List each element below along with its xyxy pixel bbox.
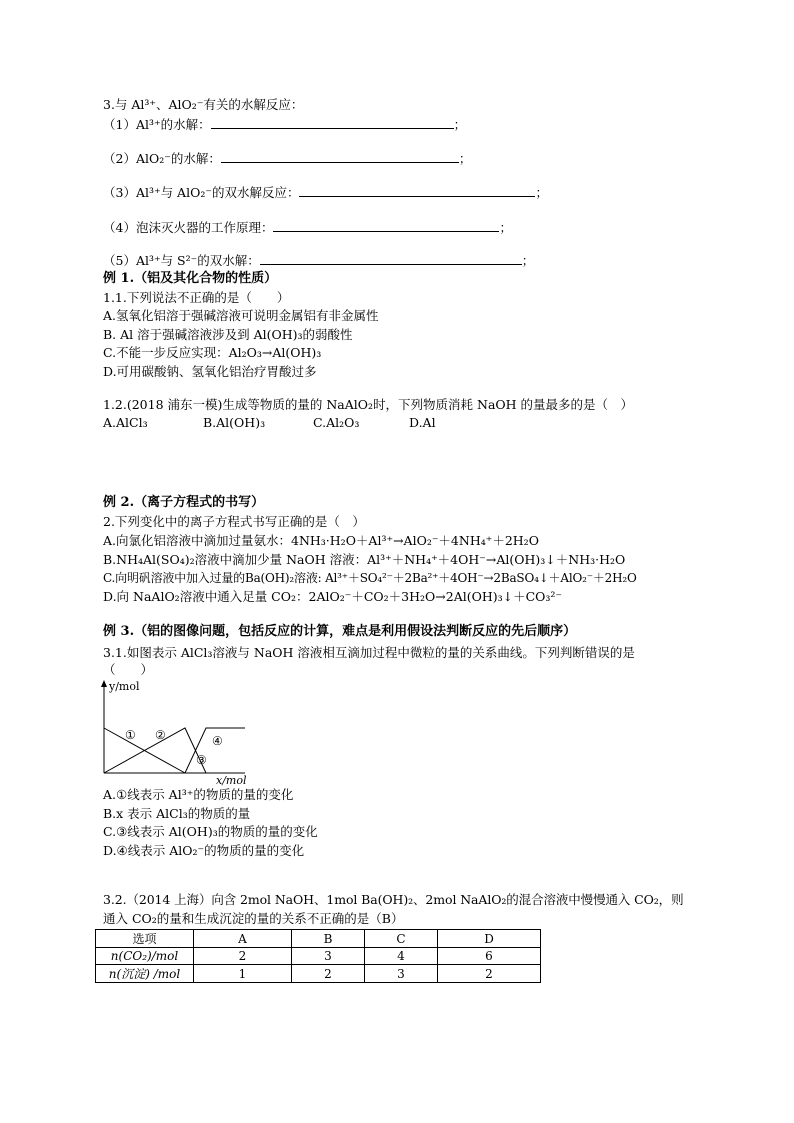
table-header-cell: B [292, 930, 365, 948]
table-cell: 1 [194, 965, 292, 983]
ex1-q1-option-d: D.可用碳酸钠、氢氧化铝治疗胃酸过多 [103, 364, 317, 379]
ex3-option-a: A.①线表示 Al³⁺的物质的量的变化 [103, 787, 294, 802]
ex3-stem-line1: 3.1.如图表示 AlCl₃溶液与 NaOH 溶液相互滴加过程中微粒的量的关系曲线。下列判断错误的是 [103, 645, 635, 660]
q3-item-1 [103, 116, 466, 133]
table-header-cell: D [438, 930, 541, 948]
ex2-title: 例 2.（离子方程式的书写） [103, 495, 265, 510]
ex1-q2-stem: 1.2.(2018 浦东一模)生成等物质的量的 NaAlO₂时，下列物质消耗 NaOH 的量最多的是（ ） [103, 397, 634, 412]
q3-item-3-label: （3）Al³⁺与 AlO₂⁻的双水解反应： [103, 185, 300, 200]
ex3-option-d: D.④线表示 AlO₂⁻的物质的量的变化 [103, 843, 305, 858]
ex1-q1-option-c: C.不能一步反应实现：Al₂O₃→Al(OH)₃ [103, 345, 322, 360]
ex3-title: 例 3.（铝的图像问题，包括反应的计算，难点是利用假设法判断反应的先后顺序） [103, 624, 577, 639]
q3-item-3-end: ； [535, 185, 548, 200]
table-cell: 2 [438, 965, 541, 983]
q3-item-4-blank[interactable] [273, 219, 499, 232]
q3-item-3-blank[interactable] [299, 184, 535, 197]
ex2-option-c: C.向明矾溶液中加入过量的Ba(OH)₂溶液: Al³⁺＋SO₄²⁻＋2Ba²⁺＋4OH⁻→2BaSO₄↓＋AlO₂⁻＋2H₂O [103, 571, 637, 585]
table-cell: n(沉淀) /mol [96, 965, 194, 983]
ex1-title: 例 1.（铝及其化合物的性质） [103, 271, 278, 286]
q3-item-5-label: （5）Al³⁺与 S²⁻的双水解： [103, 253, 260, 268]
ex3-graph [95, 678, 255, 788]
q3-item-1-label: （1）Al³⁺的水解： [103, 117, 211, 132]
graph-x-label: x/mol [216, 774, 247, 787]
q3-item-1-end: ； [453, 117, 467, 132]
table-header-cell: C [365, 930, 438, 948]
ex1-q2-option-a: A.AlCl₃ [103, 415, 148, 430]
ex2-option-a: A.向氯化铝溶液中滴加过量氨水：4NH₃·H₂O＋Al³⁺→AlO₂⁻＋4NH₄⁺＋2H₂O [103, 533, 539, 548]
table-cell: 2 [292, 965, 365, 983]
graph-marker-3: ③ [196, 753, 207, 767]
table-cell: 3 [292, 948, 365, 965]
table-row [96, 948, 541, 965]
ex1-q2-option-c: C.Al₂O₃ [313, 415, 360, 430]
graph-marker-4: ④ [212, 734, 223, 748]
ex1-q1-option-b: B. Al 溶于强碱溶液涉及到 Al(OH)₃的弱酸性 [103, 327, 353, 342]
q3-item-4-label: （4）泡沫灭火器的工作原理： [103, 220, 274, 235]
ex1-q2-option-d: D.Al [409, 415, 436, 430]
table-header-row [96, 930, 541, 948]
graph-marker-2: ② [155, 728, 166, 742]
q3-heading: 3.与 Al³⁺、AlO₂⁻有关的水解反应： [103, 97, 304, 112]
table-header-cell: A [194, 930, 292, 948]
q3-item-2-end: ； [458, 151, 472, 166]
q3-item-4-end: ； [499, 220, 512, 235]
graph-y-arrow-icon [101, 680, 107, 687]
table-cell: 4 [365, 948, 438, 965]
graph-marker-1: ① [125, 728, 136, 742]
graph-y-label: y/mol [109, 680, 140, 693]
table-cell: 2 [194, 948, 292, 965]
q3-item-3 [103, 184, 548, 201]
ex1-q1-option-a: A.氢氧化铝溶于强碱溶液可说明金属铝有非金属性 [103, 308, 379, 323]
table-cell: 6 [438, 948, 541, 965]
q3-item-5-blank[interactable] [260, 252, 522, 265]
q3-item-4 [103, 219, 512, 236]
table-cell: n(CO₂)/mol [96, 948, 194, 965]
ex3-answer-table [95, 929, 541, 983]
q3-item-2-blank[interactable] [221, 150, 459, 163]
q3-item-5 [103, 252, 534, 269]
table-header-cell: 选项 [96, 930, 194, 948]
q3-item-5-end: ； [521, 253, 535, 268]
table-cell: 3 [365, 965, 438, 983]
ex3-option-b: B.x 表示 AlCl₃的物质的量 [103, 806, 251, 821]
ex1-q2-option-b: B.Al(OH)₃ [203, 415, 266, 430]
table-row [96, 965, 541, 983]
ex3-q2-line2: 通入 CO₂的量和生成沉淀的量的关系不正确的是（B） [103, 911, 404, 926]
q3-item-2-label: （2）AlO₂⁻的水解： [103, 151, 221, 166]
ex2-stem: 2.下列变化中的离子方程式书写正确的是（ ） [103, 514, 365, 529]
ex3-stem-line2: （ ） [103, 662, 154, 677]
ex1-q1-stem: 1.1.下列说法不正确的是（ ） [103, 290, 290, 305]
ex3-q2-line1: 3.2.（2014 上海）向含 2mol NaOH、1mol Ba(OH)₂、2mol NaAlO₂的混合溶液中慢慢通入 CO₂，则 [103, 892, 684, 907]
ex2-option-d: D.向 NaAlO₂溶液中通入足量 CO₂：2AlO₂⁻＋CO₂＋3H₂O→2Al(OH)₃↓＋CO₃²⁻ [103, 589, 563, 604]
ex2-option-b: B.NH₄Al(SO₄)₂溶液中滴加少量 NaOH 溶液：Al³⁺＋NH₄⁺＋4OH⁻→Al(OH)₃↓＋NH₃·H₂O [103, 552, 626, 567]
q3-item-1-blank[interactable] [211, 116, 454, 129]
ex3-option-c: C.③线表示 Al(OH)₃的物质的量的变化 [103, 824, 318, 839]
q3-item-2 [103, 150, 471, 167]
